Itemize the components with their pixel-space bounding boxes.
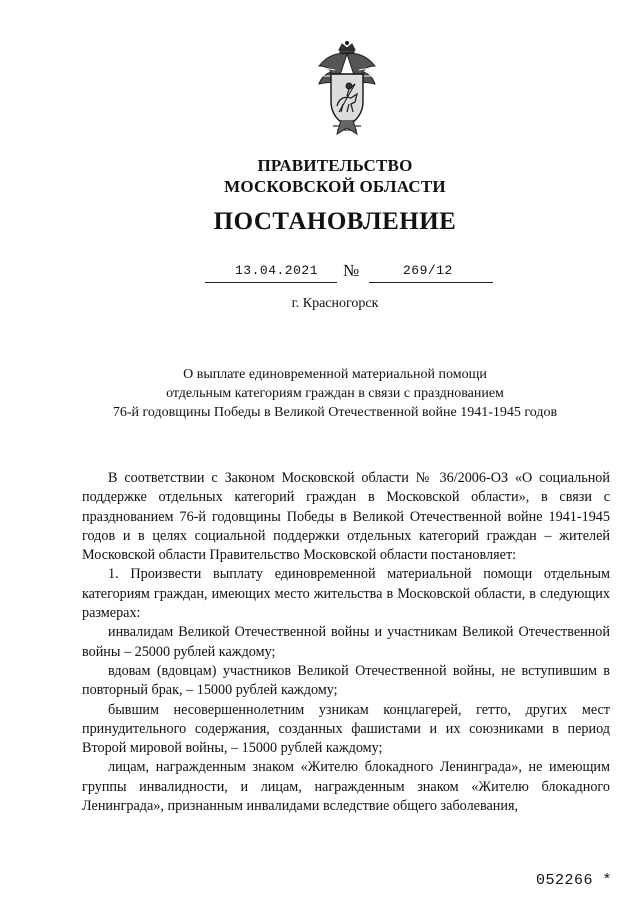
city-name: г. Красногорск bbox=[291, 296, 379, 311]
body-paragraph: вдовам (вдовцам) участников Великой Отечественной войны, не вступившим в повторный брак, – 15000 рублей каждому; bbox=[82, 662, 610, 699]
body-paragraph: бывшим несовершеннолетним узникам концлагерей, гетто, других мест принудительного содержания, созданных фашистами и их союзниками в период Второй мировой войны, – 15000 рублей каждому; bbox=[82, 701, 610, 757]
number-sign: № bbox=[343, 261, 360, 280]
body-paragraph: 1. Произвести выплату единовременной материальной помощи отдельным категориям граждан, имеющих место жительства в Московской области, в следующих размерах: bbox=[82, 566, 610, 622]
document-number: 269/12 bbox=[403, 263, 453, 278]
subject-line-1: О выплате единовременной материальной помощи bbox=[183, 367, 487, 382]
document-subject bbox=[30, 365, 640, 422]
subject-line-3: 76-й годовщины Победы в Великой Отечественной войне 1941-1945 годов bbox=[112, 405, 558, 420]
date-number-row bbox=[205, 260, 495, 288]
government-name-line1: ПРАВИТЕЛЬСТВО bbox=[257, 156, 413, 175]
body-paragraph: В соответствии с Законом Московской области № 36/2006-ОЗ «О социальной поддержке отдельных категорий граждан в Московской области», в связи с празднованием 76-й годовщины Победы в Великой Отечественной войне 1941-1945 годов и в целях социальной поддержки отдельных категорий граждан – жителей Московской области Правительство Московской области постановляет: bbox=[82, 470, 610, 564]
coat-of-arms-icon bbox=[311, 40, 383, 136]
government-name-line2: МОСКОВСКОЙ ОБЛАСТИ bbox=[224, 177, 446, 196]
subject-line-2: отдельным категориям граждан в связи с празднованием bbox=[166, 386, 504, 401]
body-paragraph: лицам, награжденным знаком «Жителю блокадного Ленинграда», не имеющим группы инвалидности, и лицам, награжденным знаком «Жителю блокадного Ленинграда», признанным инвалидами вследствие общего заболевания, bbox=[82, 759, 610, 815]
serial-number: 052266 * bbox=[536, 872, 613, 889]
document-body bbox=[82, 469, 610, 816]
document-date: 13.04.2021 bbox=[235, 263, 319, 278]
body-paragraph: инвалидам Великой Отечественной войны и участникам Великой Отечественной войны – 25000 рублей каждому; bbox=[82, 624, 610, 660]
document-type-title: ПОСТАНОВЛЕНИЕ bbox=[213, 208, 457, 235]
